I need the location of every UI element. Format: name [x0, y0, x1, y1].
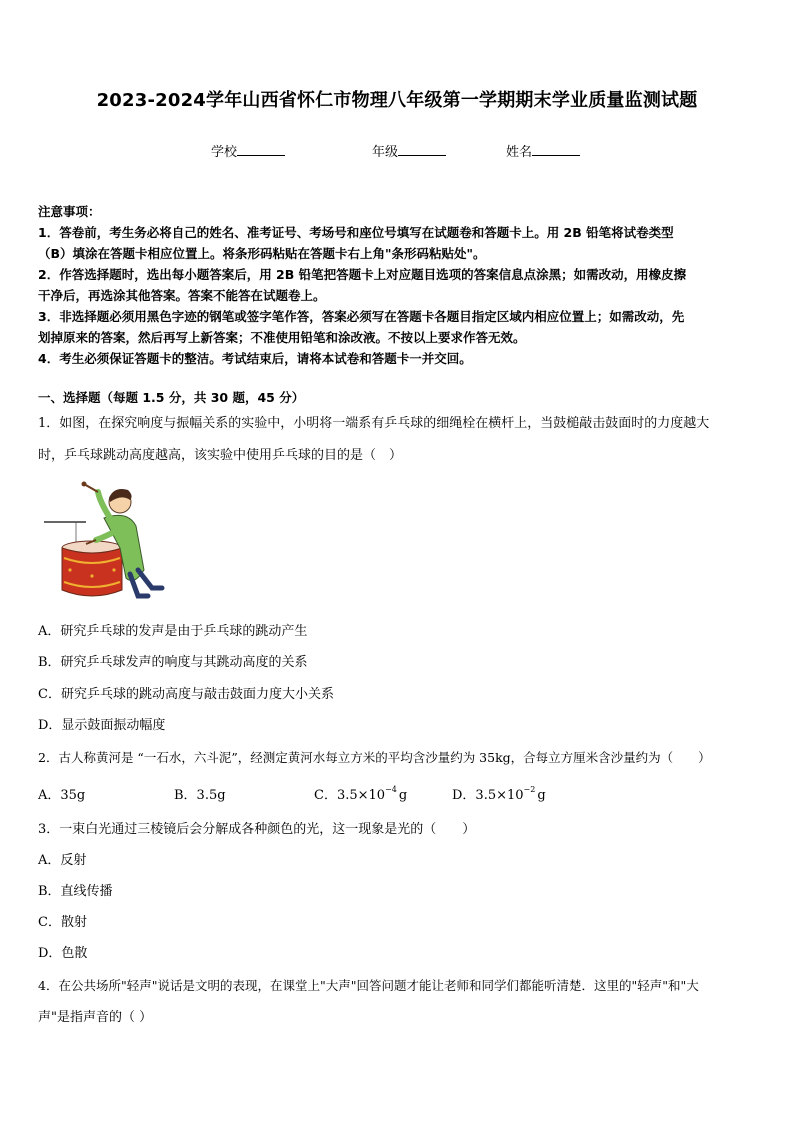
notes-item: 划掉原来的答案，然后再写上新答案；不准使用铅笔和涂改液。不按以上要求作答无效。: [38, 330, 526, 345]
drum-experiment-illustration: [40, 478, 168, 606]
name-blank: [532, 143, 580, 156]
q4-stem-line2: 声"是指声音的（ ）: [38, 1010, 153, 1025]
grade-field: [372, 141, 446, 160]
school-label: 学校: [211, 145, 238, 160]
notes-heading: 注意事项：: [38, 204, 101, 219]
q1-option-d: D．显示鼓面振动幅度: [38, 718, 166, 733]
q3-stem: 3．一束白光通过三棱镜后会分解成各种颜色的光，这一现象是光的（ ）: [38, 822, 476, 837]
page-title: 2023-2024学年山西省怀仁市物理八年级第一学期期末学业质量监测试题: [96, 90, 698, 111]
q3-option-d: D．色散: [38, 946, 88, 961]
notes-item: 4．考生必须保证答题卡的整洁。考试结束后，请将本试卷和答题卡一并交回。: [38, 351, 472, 366]
q1-option-c: C．研究乒乓球的跳动高度与敲击鼓面力度大小关系: [38, 687, 334, 702]
notes-item: 2．作答选择题时，选出每小题答案后，用 2B 铅笔把答题卡上对应题目选项的答案信息点涂黑；如需改动，用橡皮擦: [38, 267, 687, 282]
school-field: [211, 141, 285, 160]
school-blank: [237, 143, 285, 156]
q2-stem: 2．古人称黄河是 “一石水，六斗泥”，经测定黄河水每立方米的平均含沙量约为 35kg，合每立方厘米含沙量约为（ ）: [38, 750, 711, 765]
name-label: 姓名: [506, 145, 533, 160]
notes-item: 1．答卷前，考生务必将自己的姓名、准考证号、考场号和座位号填写在试题卷和答题卡上。用 2B 铅笔将试卷类型: [38, 225, 674, 240]
notes-item: 干净后，再选涂其他答案。答案不能答在试题卷上。: [38, 288, 326, 303]
q1-option-a: A．研究乒乓球的发声是由于乒乓球的跳动产生: [38, 624, 308, 639]
q3-option-b: B．直线传播: [38, 884, 113, 899]
q3-option-a: A．反射: [38, 853, 87, 868]
q2-option-a: A．35g: [38, 788, 86, 803]
grade-label: 年级: [372, 145, 399, 160]
notes-item: 3．非选择题必须用黑色字迹的钢笔或签字笔作答，答案必须写在答题卡各题目指定区域内相应位置上；如需改动，先: [38, 309, 685, 324]
grade-blank: [398, 143, 446, 156]
section-heading: 一、选择题（每题 1.5 分，共 30 题，45 分）: [38, 390, 305, 405]
notes-item: （B）填涂在答题卡相应位置上。将条形码粘贴在答题卡右上角"条形码粘贴处"。: [38, 246, 486, 261]
q2-option-b: B．3.5g: [174, 788, 226, 803]
q1-stem-line2: 时，乒乓球跳动高度越高，该实验中使用乒乓球的目的是（ ）: [38, 448, 403, 463]
q2-option-c: C．$3.5\times 10^{-4}$ g: [314, 785, 408, 803]
name-field: [506, 141, 580, 160]
q4-stem-line1: 4．在公共场所"轻声"说话是文明的表现，在课堂上"大声"回答问题才能让老师和同学们都能听清楚．这里的"轻声"和"大: [38, 978, 699, 993]
q1-stem-line1: 1．如图，在探究响度与振幅关系的实验中，小明将一端系有乒乓球的细绳栓在横杆上，当鼓槌敲击鼓面时的力度越大: [38, 416, 710, 431]
q3-option-c: C．散射: [38, 915, 87, 930]
q1-option-b: B．研究乒乓球发声的响度与其跳动高度的关系: [38, 655, 308, 670]
q2-option-d: D．$3.5\times 10^{-2}$ g: [452, 785, 546, 803]
